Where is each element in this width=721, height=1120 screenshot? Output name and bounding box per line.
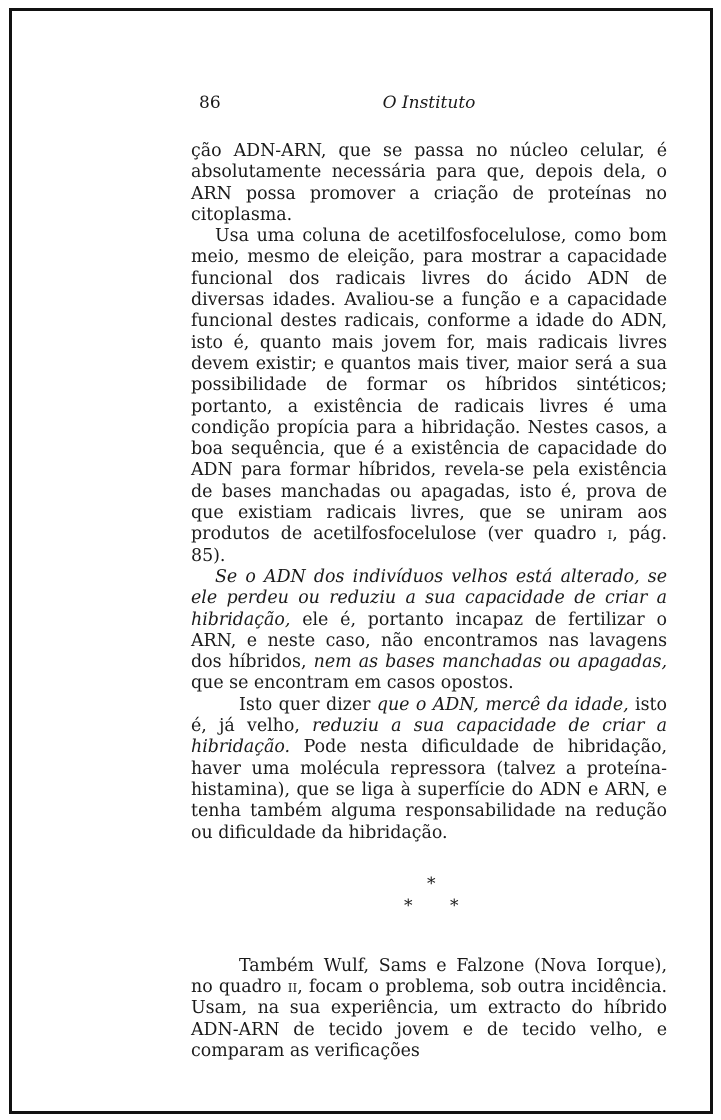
asterism-star-top: *: [427, 873, 436, 894]
section-asterism: [191, 874, 667, 918]
asterism-star-right: *: [450, 895, 459, 916]
paragraph-4-plain-1: Isto quer dizer: [239, 694, 377, 715]
paragraph-4-italic-1: que o ADN, mercê da idade,: [376, 694, 629, 715]
paragraph-4-plain-3: Pode nesta dificuldade de hibridação, haver uma molécula repressora (talvez a proteína-histamina), que se liga à superfície do ADN e ARN, e tenha também alguma responsabilidade na redução ou dificuldade da hibridação.: [191, 737, 667, 843]
paragraph-altered-dna: [191, 567, 667, 695]
paragraph-1-text: ção ADN-ARN, que se passa no núcleo celular, é absolutamente necessária para que, depois dela, o ARN possa promover a criação de proteínas no citoplasma.: [191, 141, 667, 225]
paragraph-column-method: [191, 226, 667, 567]
quadro-numeral-1: i: [607, 524, 613, 545]
quadro-numeral-2: ii: [287, 977, 298, 998]
running-title: O Instituto: [382, 93, 476, 113]
paragraph-3-plain-2: que se encontram em casos opostos.: [191, 673, 514, 694]
paragraph-5-text-a: Também Wulf, Sams e Falzone (Nova Iorque), no quadro: [191, 955, 667, 998]
paragraph-4-plain-2: isto é, já velho,: [191, 694, 667, 737]
paragraph-repressor: [191, 695, 667, 844]
paragraph-wulf-study: [191, 956, 667, 1062]
paragraph-3-italic-2: nem as bases manchadas ou apagadas,: [313, 652, 667, 673]
paragraph-2-tail: , pág. 85).: [191, 524, 668, 566]
asterism-star-left: *: [404, 895, 413, 916]
running-head: [191, 93, 667, 117]
paragraph-3-plain-1: ele é, portanto incapaz de fertilizar o ARN, e neste caso, não encontramos nas lavagens dos híbridos,: [191, 609, 667, 673]
paragraph-4-italic-2: reduziu a sua capacidade de criar a hibridação.: [191, 716, 667, 758]
paragraph-5-text-b: , focam o problema, sob outra incidência. Usam, na sua experiência, um extracto do híbrido ADN-ARN de tecido jovem e de tecido velho, e comparam as verificações: [191, 977, 668, 1061]
paragraph-continuation: [191, 141, 667, 226]
page-number: 86: [199, 93, 221, 113]
paragraph-3-italic-1: Se o ADN dos indivíduos velhos está alterado, se ele perdeu ou reduziu a sua capacidade de criar a hibridação,: [191, 566, 667, 630]
paragraph-2-text: Usa uma coluna de acetilfosfocelulose, como bom meio, mesmo de eleição, para mostrar a capacidade funcional dos radicais livres do ácido ADN de diversas idades. Avaliou-se a função e a capacidade funcional destes radicais, conforme a idade do ADN, isto é, quanto mais jovem for, mais radicais livres devem existir; e quantos mais tiver, maior será a sua possibilidade de formar os híbridos sintéticos; portanto, a existência de radicais livres é uma condição propícia para a hibridação. Nestes casos, a boa sequência, que é a existência de capacidade do ADN para formar híbridos, revela-se pela existência de bases manchadas ou apagadas, isto é, prova de que existiam radicais livres, que se uniram aos produtos de acetilfosfocelulose (ver quadro: [191, 226, 667, 545]
book-page: [191, 93, 667, 1062]
